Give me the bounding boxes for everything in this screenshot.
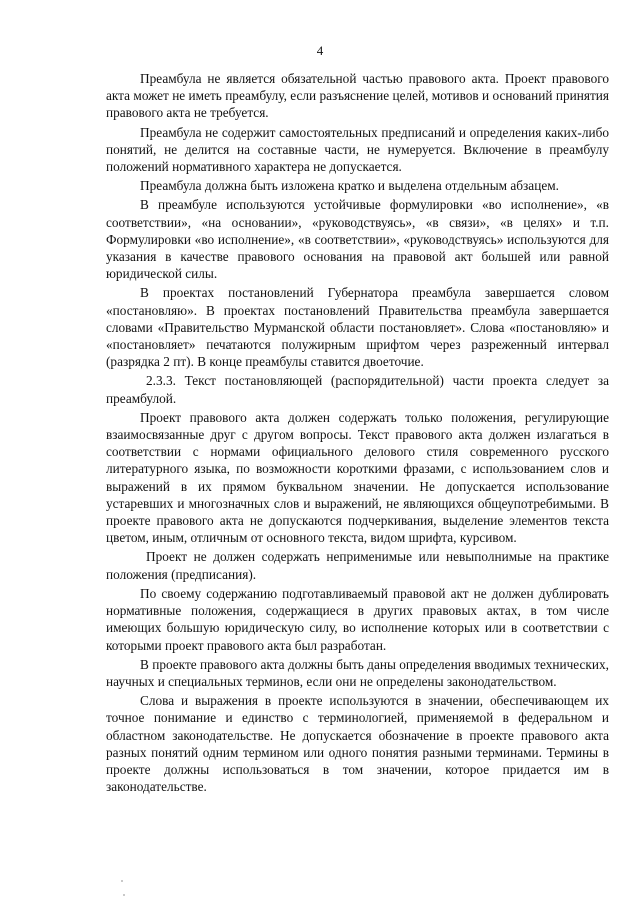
document-body	[106, 70, 609, 797]
paragraph-section-2-3-3: 2.3.3. Текст постановляющей (распорядительной) части проекта следует за преамбулой.	[106, 373, 609, 406]
paragraph-preamble-formulas: В преамбуле используются устойчивые формулировки «во исполнение», «в соответствии», «на основании», «руководствуясь», «в связи», «в целях» и т.п. Формулировки «во исполнение», «в соответствии», «руководствуясь» используются для указания в качестве правового основания на правовой акт большей или равной юридической силы.	[106, 197, 609, 282]
paragraph-inapplicable-provisions: Проект не должен содержать неприменимые или невыполнимые на практике положения (предписания).	[106, 549, 609, 582]
paragraph-project-content: Проект правового акта должен содержать только положения, регулирующие взаимосвязанные друг с другом вопросы. Текст правового акта должен излагаться в соответствии с нормами официального делового стиля современного русского литературного языка, по возможности короткими фразами, с использованием слов и выражений в их прямом буквальном значении. Не допускается использование устаревших и многозначных слов и выражений, не являющихся общеупотребимыми. В проекте правового акта не допускаются подчеркивания, выделение элементов текста цветом, иным, отличным от основного текста, видом шрифта, курсивом.	[106, 409, 609, 546]
paragraph-term-definitions: В проекте правового акта должны быть даны определения вводимых технических, научных и специальных терминов, если они не определены законодательством.	[106, 656, 609, 689]
page-number: 4	[316, 43, 324, 58]
paragraph-preamble-content: Преамбула не содержит самостоятельных предписаний и определения каких-либо понятий, не делится на составные части, не нумеруется. Включение в преамбулу положений нормативного характера не допускается.	[106, 124, 609, 175]
paragraph-terminology: Слова и выражения в проекте используются в значении, обеспечивающем их точное понимание и единство с терминологией, применяемой в федеральном и областном законодательстве. Не допускается обозначение в проекте правового акта разных понятий одним термином или одного понятия разными терминами. Термины в проекте должны использоваться в том значении, которое придается им в законодательстве.	[106, 693, 609, 795]
paragraph-preamble-optional: Преамбула не является обязательной частью правового акта. Проект правового акта может не иметь преамбулу, если разъяснение целей, мотивов и оснований принятия правового акта не требуется.	[106, 71, 609, 121]
paragraph-no-duplication: По своему содержанию подготавливаемый правовой акт не должен дублировать нормативные положения, содержащиеся в других правовых актах, в том числе имеющих большую юридическую силу, во исполнение которых или в соответствии с которыми проект правового акта был разработан.	[106, 585, 609, 653]
paragraph-preamble-brief: Преамбула должна быть изложена кратко и выделена отдельным абзацем.	[140, 178, 559, 194]
scan-speck	[121, 880, 123, 882]
scan-speck	[123, 894, 125, 896]
paragraph-preamble-ending: В проектах постановлений Губернатора преамбула завершается словом «постановляю». В проектах постановлений Правительства преамбула завершается словами «Правительство Мурманской области постановляет». Слова «постановляю» и «постановляет» печатаются полужирным шрифтом через разреженный интервал (разрядка 2 пт). В конце преамбулы ставится двоеточие.	[106, 285, 609, 370]
